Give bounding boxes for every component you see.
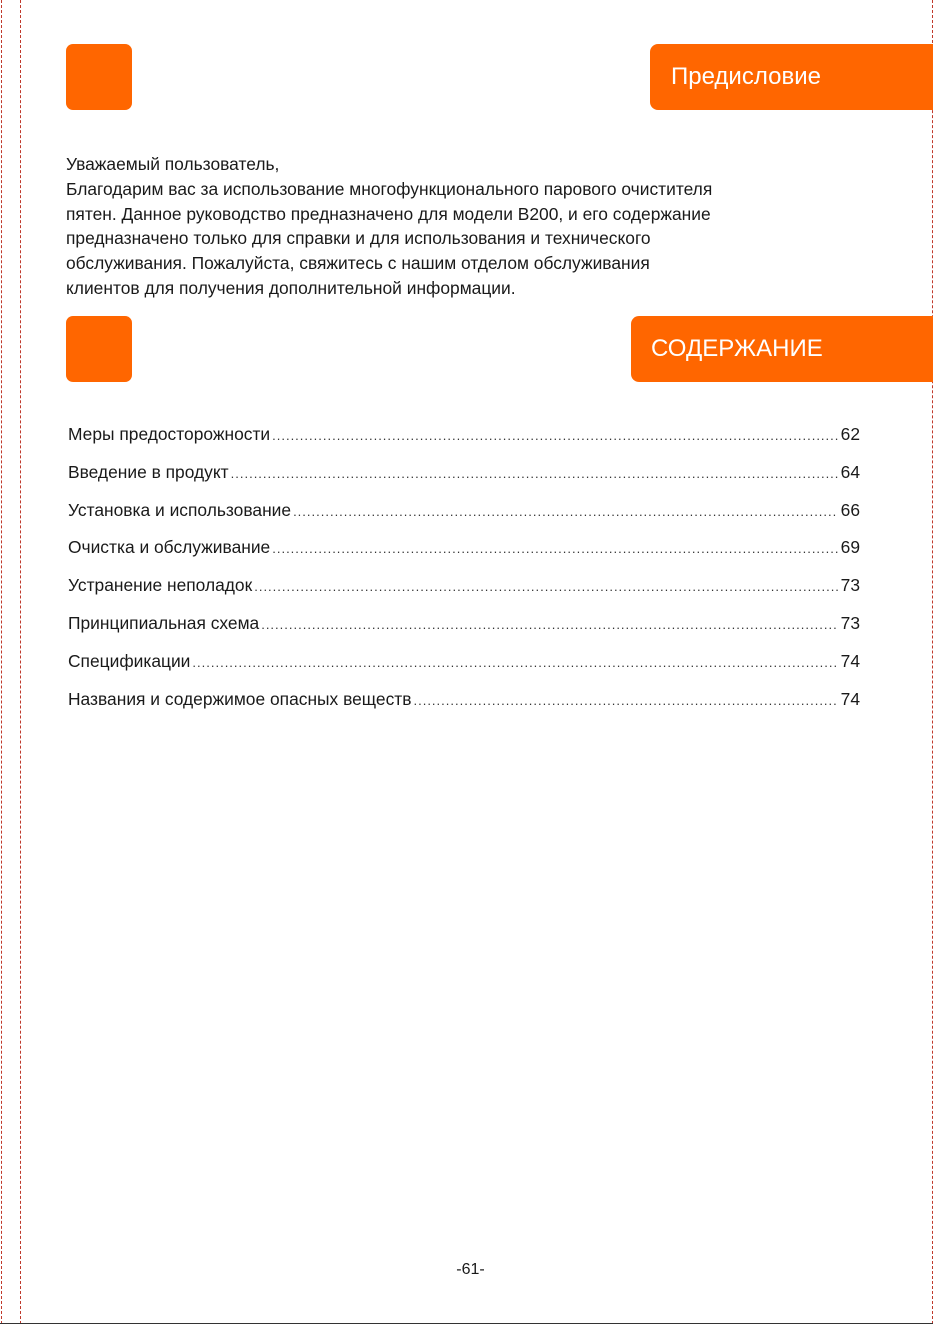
toc-entry-title: Установка и использование [68, 499, 292, 520]
toc-leader-dots [413, 693, 837, 708]
preface-line: пятен. Данное руководство предназначено для модели B200, и его содержание [66, 203, 711, 224]
toc-entry-installation[interactable] [68, 500, 860, 538]
toc-entry-precautions[interactable] [68, 424, 860, 462]
contents-heading: СОДЕРЖАНИЕ [651, 335, 823, 362]
toc-entry-title: Введение в продукт [68, 461, 229, 482]
toc-leader-dots [254, 579, 837, 594]
preface-line: клиентов для получения дополнительной информации. [66, 277, 516, 298]
toc-leader-dots [261, 617, 837, 632]
preface-text [66, 152, 866, 301]
table-of-contents [68, 424, 860, 726]
toc-entry-cleaning[interactable] [68, 537, 860, 575]
toc-entry-title: Устранение неполадок [68, 575, 253, 596]
preface-square-marker [66, 44, 132, 110]
inner-cut-line [20, 0, 21, 1324]
toc-entry-page: 66 [840, 499, 860, 520]
toc-entry-hazardous-substances[interactable] [68, 689, 860, 727]
toc-entry-page: 73 [840, 612, 860, 633]
toc-entry-title: Названия и содержимое опасных веществ [68, 688, 412, 709]
toc-leader-dots [272, 428, 838, 443]
left-cut-line [1, 0, 2, 1324]
toc-entry-troubleshooting[interactable] [68, 575, 860, 613]
toc-entry-schematic[interactable] [68, 613, 860, 651]
toc-entry-title: Меры предосторожности [68, 424, 271, 444]
toc-entry-page: 62 [840, 424, 860, 444]
preface-heading: Предисловие [671, 63, 821, 90]
toc-entry-page: 74 [840, 688, 860, 709]
page-number: -61- [456, 1261, 485, 1278]
preface-line: обслуживания. Пожалуйста, свяжитесь с нашим отделом обслуживания [66, 253, 650, 274]
toc-leader-dots [293, 504, 838, 519]
toc-leader-dots [192, 655, 837, 670]
contents-heading-banner [631, 316, 933, 382]
toc-entry-product-intro[interactable] [68, 462, 860, 500]
toc-entry-title: Спецификации [68, 650, 191, 671]
contents-square-marker [66, 316, 132, 382]
toc-entry-page: 69 [840, 537, 860, 558]
toc-leader-dots [231, 466, 838, 481]
toc-entry-specifications[interactable] [68, 651, 860, 689]
toc-entry-page: 73 [840, 575, 860, 596]
toc-entry-title: Очистка и обслуживание [68, 537, 271, 558]
toc-entry-page: 64 [840, 461, 860, 482]
preface-heading-banner [650, 44, 933, 110]
toc-leader-dots [272, 541, 837, 556]
preface-line: Благодарим вас за использование многофункционального парового очистителя [66, 178, 713, 199]
preface-line: предназначено только для справки и для использования и технического [66, 228, 651, 249]
toc-entry-title: Принципиальная схема [68, 612, 260, 633]
preface-line: Уважаемый пользователь, [66, 154, 280, 174]
toc-entry-page: 74 [840, 650, 860, 671]
